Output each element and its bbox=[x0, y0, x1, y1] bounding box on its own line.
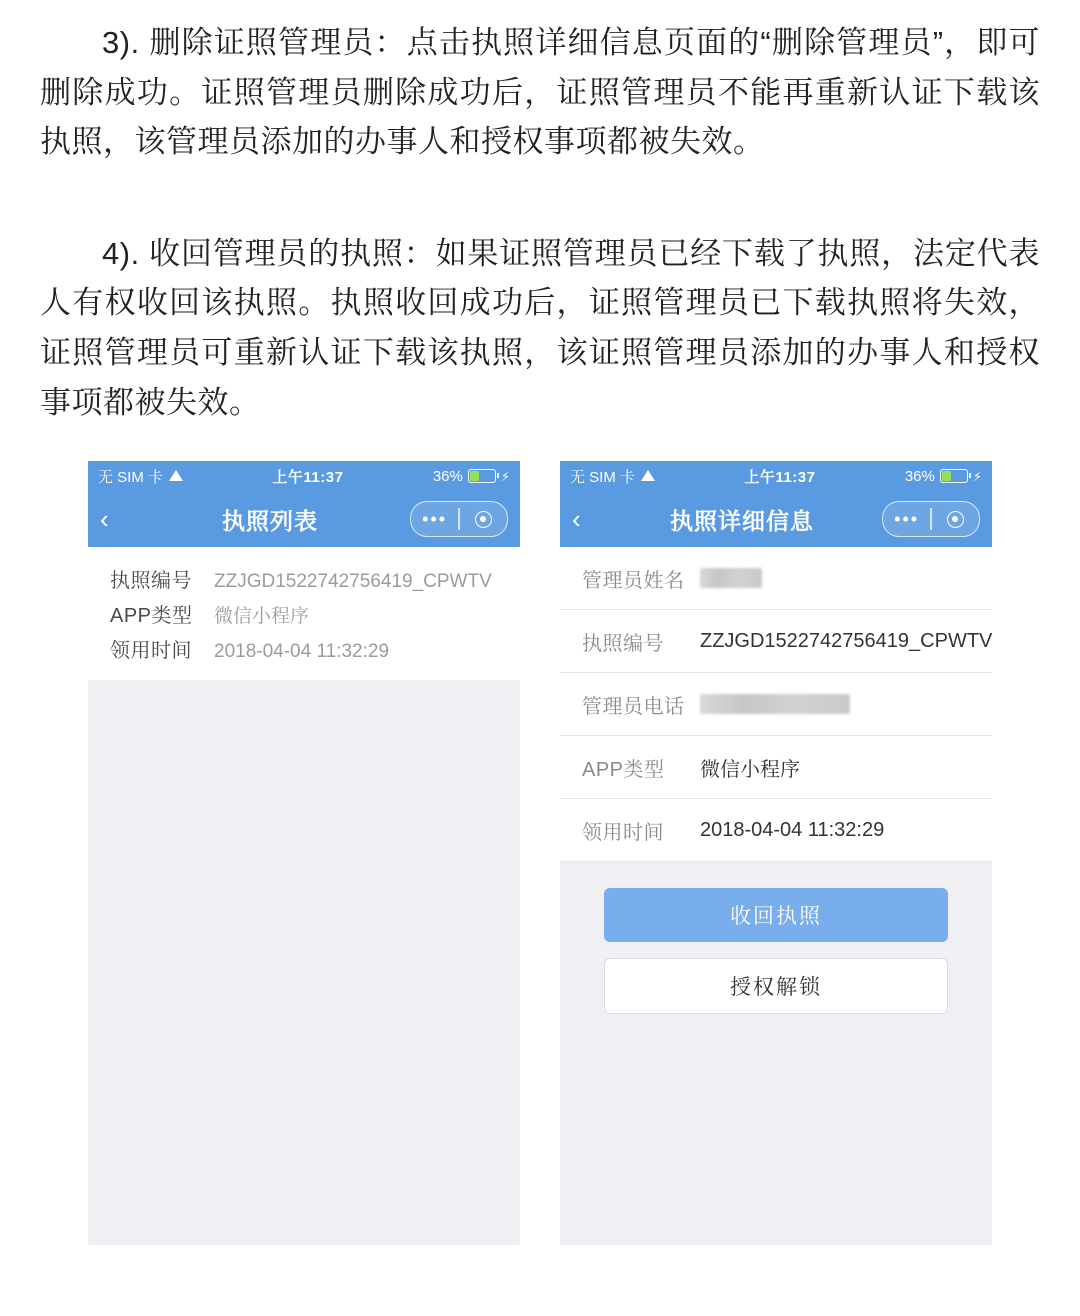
license-summary-card[interactable] bbox=[88, 547, 520, 680]
field-label: 领用时间 bbox=[110, 640, 192, 663]
status-bar-left-group bbox=[570, 466, 655, 487]
detail-row-license-number bbox=[560, 610, 992, 673]
action-button-group bbox=[560, 862, 992, 1014]
more-dots-icon: ••• bbox=[894, 509, 920, 530]
field-value: ZZJGD1522742756419_CPWTV bbox=[214, 571, 492, 593]
close-button[interactable] bbox=[460, 502, 507, 536]
mini-program-capsule[interactable] bbox=[410, 501, 508, 537]
field-label: 管理员电话 bbox=[582, 695, 685, 718]
page-title: 执照列表 bbox=[222, 507, 318, 534]
field-value: 2018-04-04 11:32:29 bbox=[700, 818, 885, 841]
field-label: APP类型 bbox=[582, 758, 665, 781]
detail-row-app-type bbox=[560, 736, 992, 799]
field-value: 微信小程序 bbox=[700, 758, 800, 781]
redacted-value bbox=[700, 568, 762, 588]
battery-percent-label: 36% bbox=[432, 467, 463, 485]
status-bar-left bbox=[88, 461, 520, 491]
nav-bar-left bbox=[88, 491, 520, 547]
status-bar-right-group bbox=[905, 468, 982, 485]
detail-row-admin-name bbox=[560, 547, 992, 610]
detail-row-admin-phone bbox=[560, 673, 992, 736]
back-button[interactable]: ‹ bbox=[100, 504, 109, 535]
field-label: 领用时间 bbox=[582, 821, 664, 844]
field-value: ZZJGD1522742756419_CPWTV bbox=[700, 629, 992, 652]
authorize-unlock-button[interactable]: 授权解锁 bbox=[604, 958, 948, 1014]
battery-icon bbox=[468, 469, 496, 483]
status-bar-right bbox=[560, 461, 992, 491]
status-bar-left-group bbox=[98, 466, 183, 487]
carrier-label: 无 SIM 卡 bbox=[98, 468, 164, 486]
field-label: 执照编号 bbox=[582, 632, 664, 655]
close-button[interactable] bbox=[932, 502, 979, 536]
mini-program-capsule[interactable] bbox=[882, 501, 980, 537]
wifi-icon bbox=[169, 470, 183, 481]
paragraph-4: 4). 收回管理员的执照：如果证照管理员已经下载了执照，法定代表人有权收回该执照。执照收回成功后，证照管理员已下载执照将失效，证照管理员可重新认证下载该执照，该证照管理员添加的办事人和授权事项都被失效。 bbox=[40, 235, 1040, 420]
field-value: 2018-04-04 11:32:29 bbox=[214, 641, 390, 663]
target-circle-icon bbox=[947, 511, 964, 528]
phone-screenshot-license-detail bbox=[560, 461, 992, 1245]
field-label: APP类型 bbox=[110, 605, 193, 628]
battery-percent-label: 36% bbox=[904, 467, 935, 485]
more-dots-icon: ••• bbox=[422, 509, 448, 530]
field-label: 管理员姓名 bbox=[582, 569, 685, 592]
list-item bbox=[88, 631, 520, 666]
battery-icon bbox=[940, 469, 968, 483]
list-item bbox=[88, 596, 520, 631]
status-bar-right-group bbox=[433, 468, 510, 485]
list-item bbox=[88, 561, 520, 596]
nav-bar-right bbox=[560, 491, 992, 547]
target-circle-icon bbox=[475, 511, 492, 528]
document-body bbox=[0, 0, 1080, 427]
field-value: 微信小程序 bbox=[214, 606, 310, 628]
charging-bolt-icon: ⚡ bbox=[972, 468, 982, 484]
back-button[interactable]: ‹ bbox=[572, 504, 581, 535]
field-label: 执照编号 bbox=[110, 570, 192, 593]
paragraph-3: 3). 删除证照管理员：点击执照详细信息页面的“删除管理员”，即可删除成功。证照管理员删除成功后，证照管理员不能再重新认证下载该执照，该管理员添加的办事人和授权事项都被失效。 bbox=[40, 25, 1040, 160]
redacted-value bbox=[700, 694, 850, 714]
carrier-label: 无 SIM 卡 bbox=[570, 468, 636, 486]
revoke-license-button[interactable]: 收回执照 bbox=[604, 888, 948, 942]
phone-screenshot-license-list bbox=[88, 461, 520, 1245]
charging-bolt-icon: ⚡ bbox=[500, 468, 510, 484]
screenshot-pair bbox=[0, 461, 1080, 1245]
wifi-icon bbox=[641, 470, 655, 481]
page-title: 执照详细信息 bbox=[670, 507, 814, 534]
clock-label: 上午11:37 bbox=[272, 468, 344, 486]
more-menu-button[interactable] bbox=[883, 502, 930, 536]
detail-row-issue-time bbox=[560, 799, 992, 862]
clock-label: 上午11:37 bbox=[744, 468, 816, 486]
more-menu-button[interactable] bbox=[411, 502, 458, 536]
